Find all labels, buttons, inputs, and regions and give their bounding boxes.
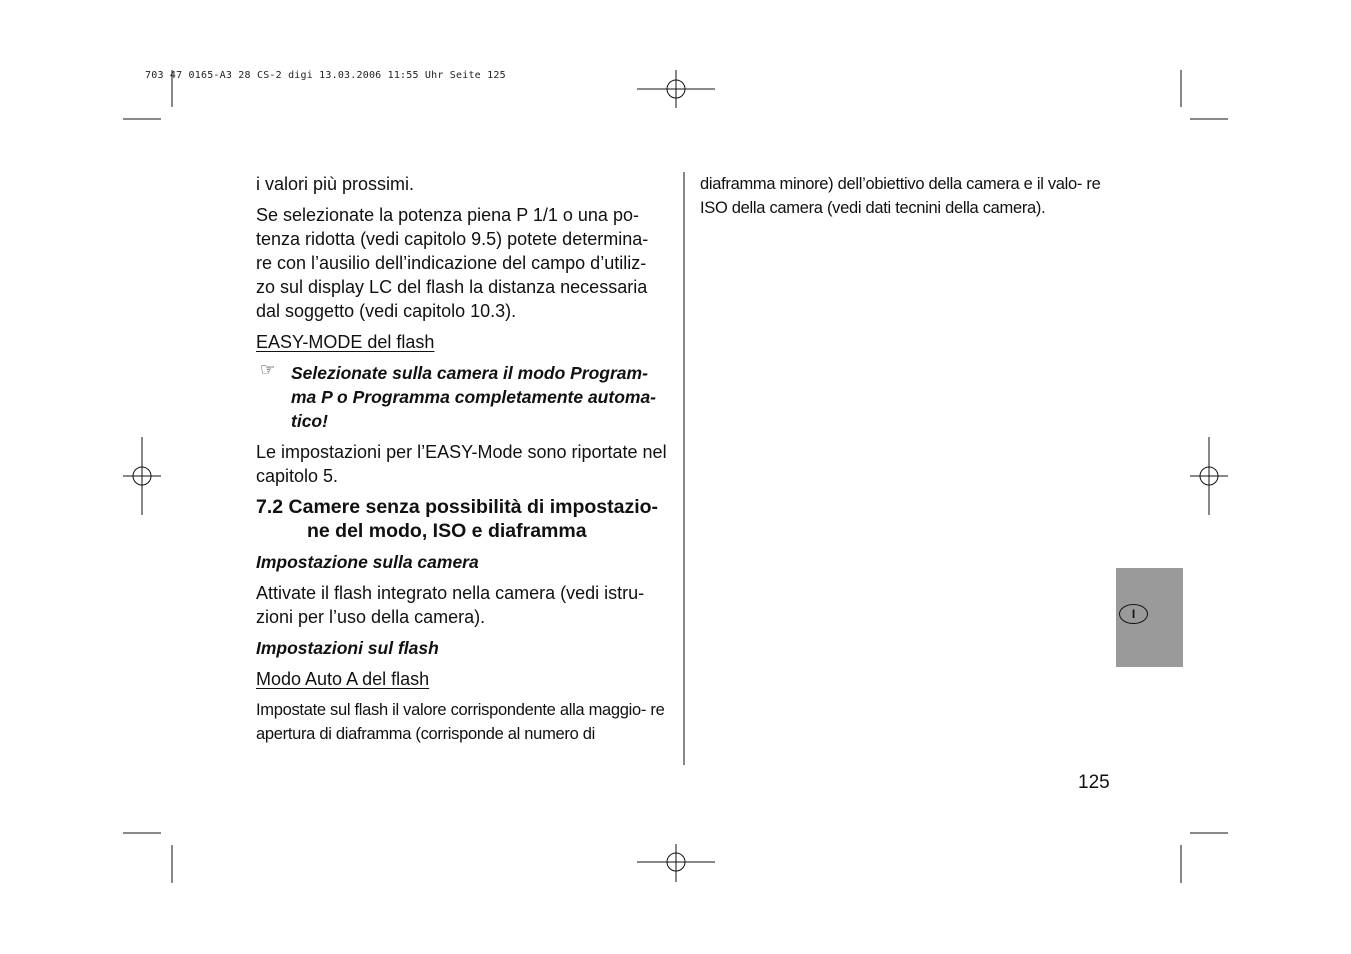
note-text: Selezionate sulla camera il modo Program- ma P o Programma completamente automa- tico!	[291, 363, 657, 431]
pointing-hand-icon: ☞	[260, 360, 276, 379]
paragraph: diaframma minore) dell’obiettivo della camera e il valo- re ISO della camera (vedi dati tecnini della camera).	[700, 175, 1101, 217]
paragraph: i valori più prossimi.	[256, 174, 415, 194]
auto-mode-title: Modo Auto A del flash	[256, 669, 430, 689]
section-heading: 7.2 Camere senza possibilità di impostazio- ne del modo, ISO e diaframma	[256, 496, 659, 542]
right-column	[700, 172, 1110, 220]
crosshair-registration-icon	[637, 844, 715, 882]
note-block	[256, 361, 668, 433]
paragraph: Impostate sul flash il valore corrispondente alla maggio- re apertura di diaframma (corrisponde al numero di	[256, 701, 665, 743]
paragraph: Attivate il flash integrato nella camera (vedi istru- zioni per l’uso della camera).	[256, 583, 645, 627]
language-tab	[1116, 568, 1183, 667]
paragraph: Se selezionate la potenza piena P 1/1 o una po- tenza ridotta (vedi capitolo 9.5) potete determina- re con l’ausilio dell’indicazione del campo d’utiliz- zo sul display LC del flash la distanza necessaria dal soggetto (vedi capitolo 10.3).	[256, 205, 649, 321]
print-slug: 703 47 0165-A3 28 CS-2 digi 13.03.2006 11:55 Uhr Seite 125	[145, 70, 506, 81]
subheading: Impostazioni sul flash	[256, 638, 439, 658]
crosshair-registration-icon	[1190, 437, 1228, 515]
crosshair-registration-icon	[123, 437, 161, 515]
paragraph: Le impostazioni per l’EASY-Mode sono riportate nel capitolo 5.	[256, 442, 667, 486]
page-number: 125	[1078, 772, 1110, 793]
language-badge: I	[1119, 604, 1148, 624]
subheading: Impostazione sulla camera	[256, 552, 479, 572]
left-column	[256, 172, 668, 746]
crosshair-registration-icon	[637, 70, 715, 108]
easy-mode-title: EASY-MODE del flash	[256, 332, 435, 352]
